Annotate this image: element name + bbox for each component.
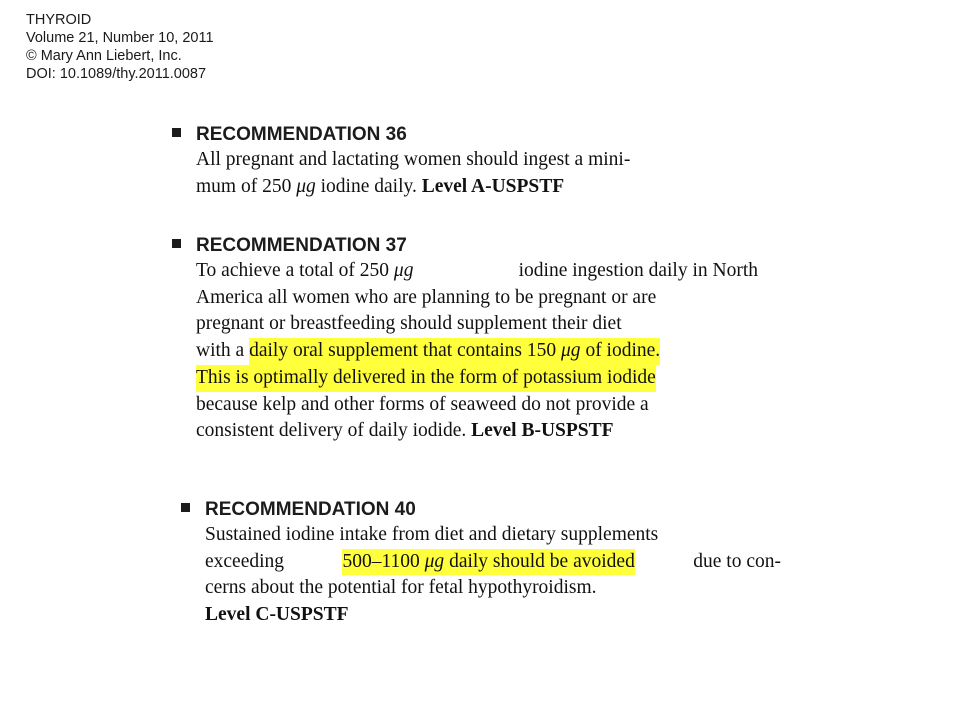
- text-line: [196, 365, 758, 392]
- micro-unit: μg: [424, 550, 445, 572]
- text-line: pregnant or breastfeeding should supplement their diet: [196, 313, 622, 335]
- evidence-level: Level C-USPSTF: [205, 604, 349, 626]
- square-bullet-icon: [181, 503, 190, 512]
- text-line: consistent delivery of daily iodide. Level B-USPSTF: [196, 418, 758, 445]
- text-line: exceeding 500–1100 μg daily should be avoided due to con-: [205, 549, 781, 576]
- text-line: Sustained iodine intake from diet and dietary supplements: [205, 524, 659, 545]
- micro-unit: μg: [296, 175, 316, 197]
- highlighted-text: This is optimally delivered in the form of potassium iodide: [196, 365, 656, 392]
- text-line: because kelp and other forms of seaweed do not provide a: [196, 393, 649, 415]
- journal-header: [26, 11, 214, 83]
- text-line: cerns about the potential for fetal hypothyroidism.: [205, 577, 597, 599]
- recommendation-37-title: RECOMMENDATION 37: [172, 234, 757, 258]
- recommendation-36-title: RECOMMENDATION 36: [172, 123, 757, 147]
- recommendation-40-body: [205, 522, 781, 629]
- square-bullet-icon: [172, 239, 181, 248]
- recommendation-36: [172, 123, 757, 200]
- evidence-level: Level B-USPSTF: [471, 420, 614, 442]
- recommendation-40-title: RECOMMENDATION 40: [181, 498, 781, 522]
- journal-volume: Volume 21, Number 10, 2011: [26, 30, 214, 46]
- highlighted-text: 500–1100 μg daily should be avoided: [342, 549, 634, 576]
- text-line: with a daily oral supplement that contains 150 μg of iodine.: [196, 338, 758, 365]
- journal-copyright: © Mary Ann Liebert, Inc.: [26, 48, 182, 64]
- text-line: To achieve a total of 250 μg iodine ingestion daily in North: [196, 260, 758, 281]
- text-line: All pregnant and lactating women should ingest a mini-: [196, 149, 631, 170]
- evidence-level: Level A-USPSTF: [421, 175, 565, 197]
- text-line: America all women who are planning to be pregnant or are: [196, 286, 657, 308]
- square-bullet-icon: [172, 128, 181, 137]
- recommendation-37: [172, 234, 757, 445]
- text-line: mum of 250 μg iodine daily. Level A-USPSTF: [196, 174, 758, 201]
- journal-doi: DOI: 10.1089/thy.2011.0087: [26, 66, 207, 82]
- micro-unit: μg: [393, 260, 414, 281]
- journal-title: THYROID: [26, 12, 92, 28]
- recommendation-36-body: [196, 147, 758, 200]
- text-line: [205, 602, 781, 629]
- recommendation-37-body: [196, 258, 758, 445]
- recommendation-40: [181, 498, 781, 629]
- highlighted-text: daily oral supplement that contains 150 μg of iodine.: [249, 338, 660, 365]
- micro-unit: μg: [561, 340, 581, 362]
